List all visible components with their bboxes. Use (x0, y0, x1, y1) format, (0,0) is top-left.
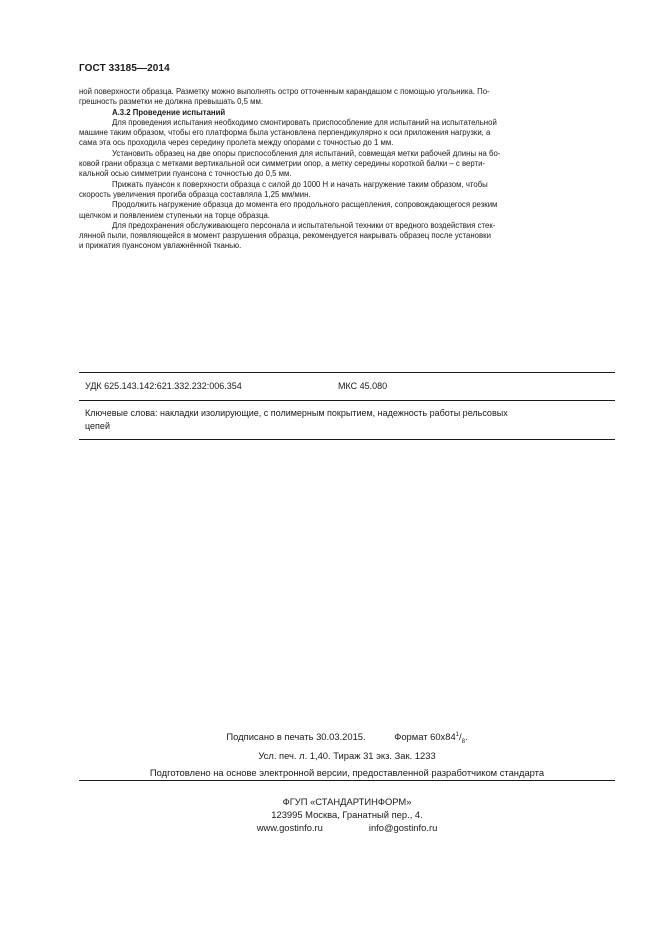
document-number: ГОСТ 33185—2014 (79, 63, 170, 74)
body-line: кальной осью симметрии пуансона с точностью до 0,5 мм. (79, 169, 292, 179)
print-imprint (79, 729, 615, 762)
classification-block (79, 372, 615, 440)
body-line: лянной пыли, появляющейся в момент разрушения образца, рекомендуется накрывать образец после установки (79, 231, 491, 241)
body-line: грешность разметки не должна превышать 0,5 мм. (79, 97, 264, 107)
body-line: и прижатия пуансоном увлажнённой тканью. (79, 241, 242, 251)
keywords-line: цепей (85, 420, 110, 431)
body-line: машине таким образом, чтобы его платформа была установлена перпендикулярно к оси приложения нагрузки, а (79, 128, 491, 138)
signed-date: Подписано в печать 30.03.2015. (226, 731, 366, 743)
mks-code: МКС 45.080 (338, 381, 388, 391)
body-line: Установить образец на две опоры приспособления для испытаний, совмещая метки рабочей длины на бо- (112, 148, 501, 158)
body-line: Для предохранения обслуживающего персонала и испытательной техники от вредного воздействия стек- (112, 220, 496, 230)
body-line: скорость увеличения прогиба образца составляла 1,25 мм/мин. (79, 189, 311, 199)
format-denominator: 8 (461, 739, 465, 745)
email-link[interactable]: info@gostinfo.ru (368, 822, 438, 833)
keywords-line: Ключевые слова: накладки изолирующие, с полимерным покрытием, надежность работы рельсовых (85, 408, 508, 418)
format-label: Формат 60x84 (394, 731, 456, 743)
publisher-block (79, 795, 615, 834)
udk-code: УДК 625.143.142:621.332.232:006.354 (85, 381, 242, 391)
body-line: ной поверхности образца. Разметку можно выполнять остро отточенным карандашом с помощью угольника. По- (79, 87, 490, 96)
body-line: Для проведения испытания необходимо смонтировать приспособление для испытаний на испытательной (112, 117, 497, 127)
website-link[interactable]: www.gostinfo.ru (256, 822, 323, 833)
body-text (79, 87, 610, 252)
keywords (79, 401, 615, 439)
classification-codes (79, 373, 615, 400)
body-line: ковой грани образца с метками вертикальной оси симметрии опор, а метку середины короткой балки – с верти- (79, 159, 486, 169)
body-line: сама эта ось проходила через середину пролета между опорами с точностью до 1 мм. (79, 138, 394, 148)
print-info: Усл. печ. л. 1,40. Тираж 31 экз. Зак. 1233 (258, 750, 436, 761)
body-line: Прижать пуансон к поверхности образца с силой до 1000 Н и начать нагружение таким образом, чтобы (112, 179, 488, 189)
format-numerator: 1 (455, 732, 460, 738)
body-line: Продолжить нагружение образца до момента его продольного расщепления, сопровождающегося резким (112, 200, 498, 210)
prepared-note: Подготовлено на основе электронной версии, предоставленной разработчиком стандарта (79, 767, 615, 781)
publisher-address: 123995 Москва, Гранатный пер., 4. (271, 809, 423, 820)
publisher-name: ФГУП «СТАНДАРТИНФОРМ» (282, 796, 412, 807)
paper-format: Формат $60x84^1/_8$. (394, 731, 468, 745)
body-line: щелчком и появлением ступеньки на торце образца. (79, 210, 270, 220)
section-heading: А.3.2 Проведение испытаний (112, 107, 226, 117)
